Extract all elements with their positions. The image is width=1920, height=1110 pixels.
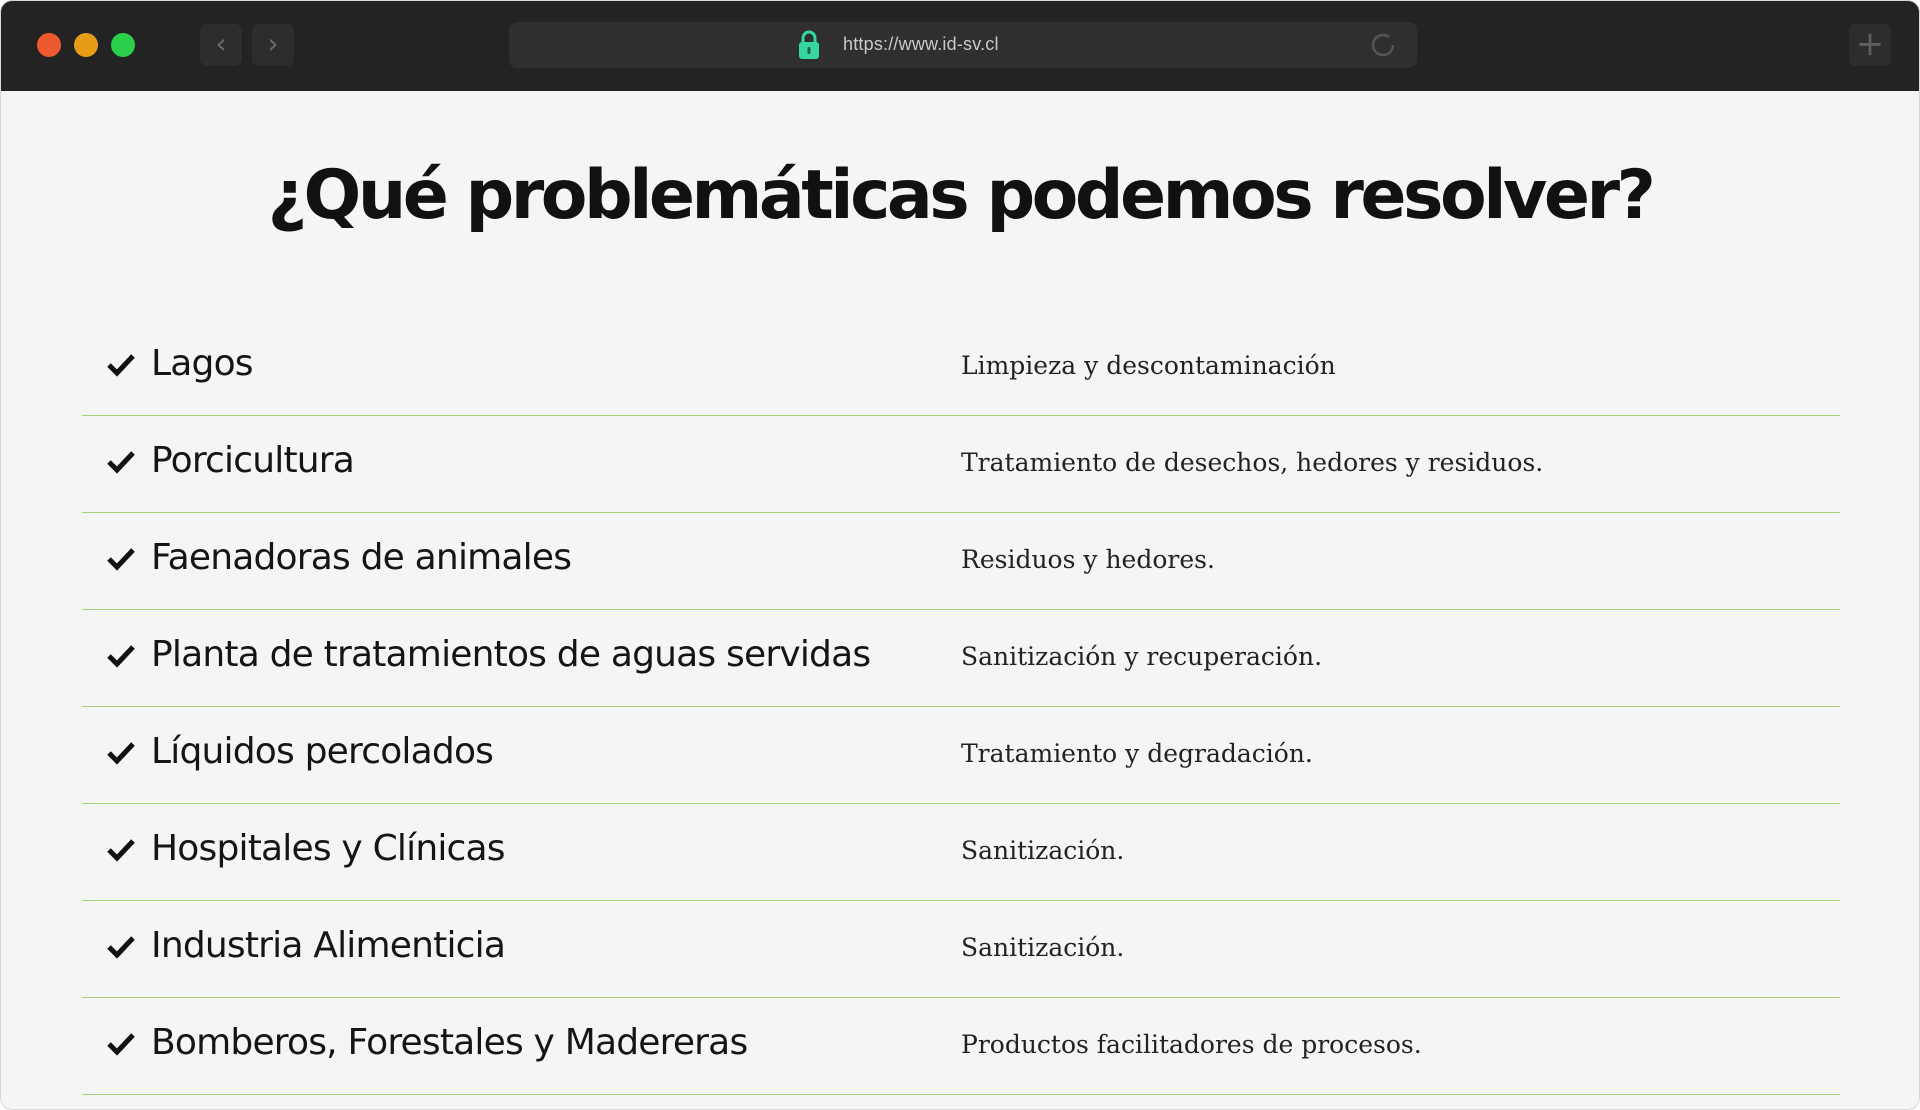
item-name: Hospitales y Clínicas [151, 828, 505, 869]
chevron-right-icon: › [267, 27, 279, 60]
item-description: Tratamiento de desechos, hedores y residuos. [961, 448, 1544, 477]
url-text: https://www.id-sv.cl [843, 34, 999, 54]
item-name: Industria Alimenticia [151, 925, 506, 966]
item-description: Productos facilitadores de procesos. [961, 1030, 1422, 1059]
reload-icon[interactable] [1369, 31, 1397, 59]
new-tab-button[interactable] [1849, 24, 1891, 66]
item-name: Lagos [151, 343, 253, 384]
checkmark-icon [107, 740, 135, 766]
problems-list [82, 319, 1840, 1095]
item-description: Sanitización. [961, 933, 1125, 962]
item-description: Sanitización. [961, 836, 1125, 865]
list-item [82, 998, 1840, 1095]
item-description: Limpieza y descontaminación [961, 351, 1336, 380]
checkmark-icon [107, 546, 135, 572]
item-description: Residuos y hedores. [961, 545, 1215, 574]
checkmark-icon [107, 352, 135, 378]
page-content [1, 91, 1919, 1109]
plus-icon: + [1855, 24, 1885, 64]
item-name: Líquidos percolados [151, 731, 494, 772]
lock-icon [798, 30, 820, 60]
list-item [82, 319, 1840, 416]
forward-button[interactable] [252, 24, 294, 66]
item-name: Bomberos, Forestales y Madereras [151, 1022, 748, 1063]
item-name: Porcicultura [151, 440, 355, 481]
back-button[interactable] [200, 24, 242, 66]
minimize-window-button[interactable] [74, 33, 98, 57]
list-item [82, 416, 1840, 513]
address-bar[interactable] [509, 22, 1417, 68]
list-item [82, 513, 1840, 610]
page-title: ¿Qué problemáticas podemos resolver? [267, 156, 1653, 235]
item-description: Sanitización y recuperación. [961, 642, 1323, 671]
item-name: Planta de tratamientos de aguas servidas [151, 634, 871, 675]
checkmark-icon [107, 837, 135, 863]
list-item [82, 707, 1840, 804]
checkmark-icon [107, 934, 135, 960]
maximize-window-button[interactable] [111, 33, 135, 57]
list-item [82, 610, 1840, 707]
checkmark-icon [107, 449, 135, 475]
checkmark-icon [107, 1031, 135, 1057]
chevron-left-icon: ‹ [215, 27, 227, 60]
item-name: Faenadoras de animales [151, 537, 572, 578]
checkmark-icon [107, 643, 135, 669]
list-item [82, 901, 1840, 998]
list-item [82, 804, 1840, 901]
item-description: Tratamiento y degradación. [961, 739, 1313, 768]
browser-toolbar [1, 1, 1919, 91]
close-window-button[interactable] [37, 33, 61, 57]
